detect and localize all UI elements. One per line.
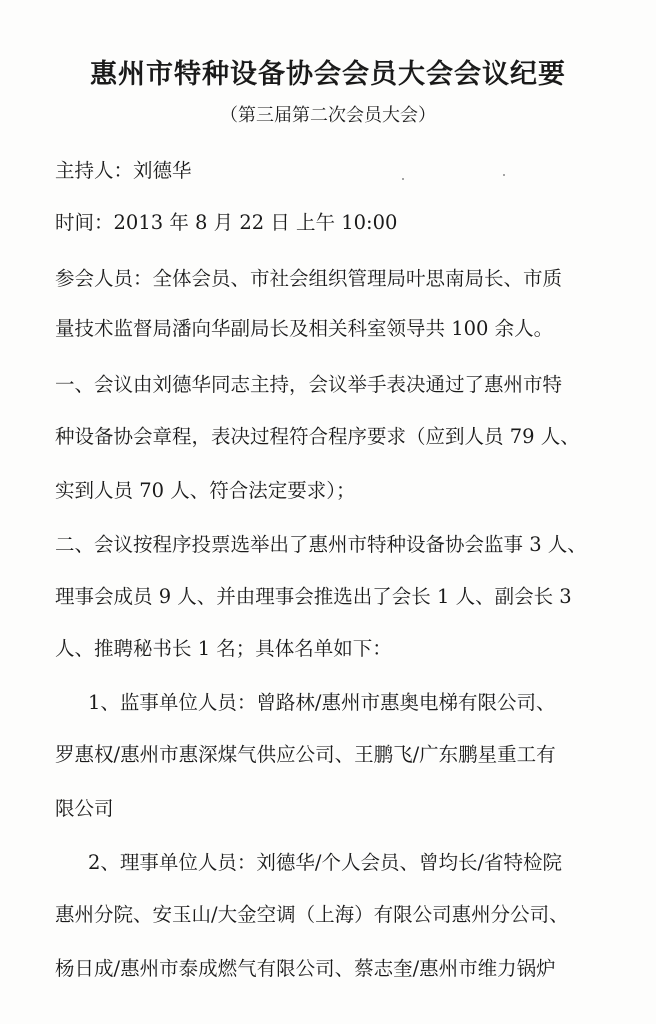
document-subtitle: （第三届第二次会员大会） bbox=[220, 105, 436, 126]
item-two-line-1: 二、会议按程序投票选举出了惠州市特种设备协会监事 3 人、 bbox=[55, 533, 587, 556]
attendees-line-1: 参会人员：全体会员、市社会组织管理局叶思南局长、市质 bbox=[55, 267, 563, 290]
attendees-line-2: 量技术监督局潘向华副局长及相关科室领导共 100 余人。 bbox=[55, 317, 554, 340]
scan-speck bbox=[402, 178, 404, 180]
item-one-line-3: 实到人员 70 人、符合法定要求）； bbox=[55, 479, 356, 502]
directors-line-2: 惠州分院、安玉山/大金空调（上海）有限公司惠州分公司、 bbox=[55, 903, 569, 926]
directors-line-3: 杨日成/惠州市泰成燃气有限公司、蔡志奎/惠州市维力锅炉 bbox=[55, 957, 556, 980]
item-one-line-1: 一、会议由刘德华同志主持，会议举手表决通过了惠州市特 bbox=[55, 373, 563, 396]
item-two-line-3: 人、推聘秘书长 1 名；具体名单如下： bbox=[55, 637, 392, 660]
directors-line-1: 2、理事单位人员：刘德华/个人会员、曾均长/省特检院 bbox=[88, 851, 563, 874]
scan-speck bbox=[503, 174, 505, 176]
supervisors-line-2: 罗惠权/惠州市惠深煤气供应公司、王鹏飞/广东鹏星重工有 bbox=[55, 743, 556, 766]
host-line: 主持人：刘德华 bbox=[55, 159, 192, 182]
supervisors-line-1: 1、监事单位人员：曾路林/惠州市惠奥电梯有限公司、 bbox=[88, 691, 556, 714]
supervisors-line-3: 限公司 bbox=[55, 797, 114, 820]
item-two-line-2: 理事会成员 9 人、并由理事会推选出了会长 1 人、副会长 3 bbox=[55, 585, 572, 608]
document-title: 惠州市特种设备协会会员大会会议纪要 bbox=[90, 59, 566, 90]
time-line: 时间：2013 年 8 月 22 日 上午 10:00 bbox=[55, 211, 398, 234]
item-one-line-2: 种设备协会章程，表决过程符合程序要求（应到人员 79 人、 bbox=[55, 425, 580, 448]
